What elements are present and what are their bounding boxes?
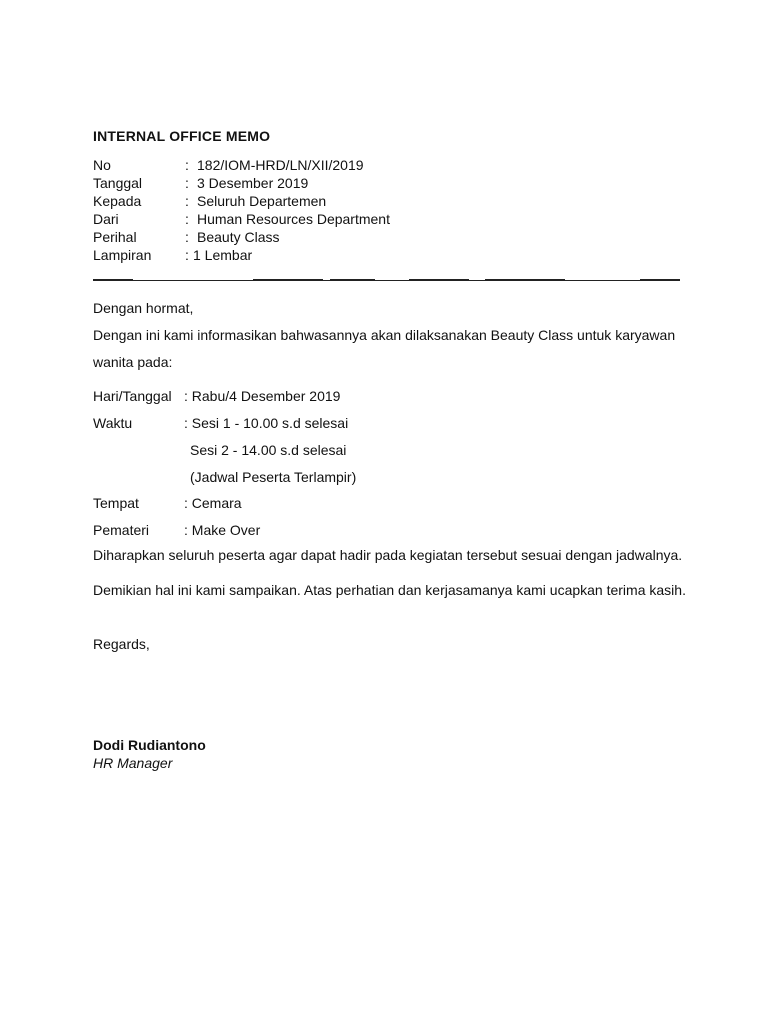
header-label: Perihal xyxy=(93,229,137,245)
header-value: 182/IOM-HRD/LN/XII/2019 xyxy=(197,157,364,173)
header-separator: : xyxy=(185,211,189,227)
signer-title: HR Manager xyxy=(93,755,173,771)
header-value: Beauty Class xyxy=(197,229,280,245)
detail-value: : Rabu/4 Desember 2019 xyxy=(184,388,341,404)
divider-segment xyxy=(409,279,469,281)
memo-title: INTERNAL OFFICE MEMO xyxy=(93,128,271,144)
divider-segment xyxy=(253,279,323,281)
header-separator: : xyxy=(185,193,189,209)
header-label: Kepada xyxy=(93,193,142,209)
detail-row-waktu-sesi2 xyxy=(93,441,693,459)
detail-row-tempat xyxy=(93,494,693,512)
detail-row-waktu xyxy=(93,414,693,432)
divider-segment xyxy=(93,279,133,281)
detail-value: : Sesi 1 - 10.00 s.d selesai xyxy=(184,415,349,431)
header-value: 1 Lembar xyxy=(193,247,253,263)
closing-paragraph-1: Diharapkan seluruh peserta agar dapat hadir pada kegiatan tersebut sesuai dengan jadwalnya. xyxy=(93,547,683,563)
detail-label: Tempat xyxy=(93,495,139,511)
divider-segment xyxy=(330,279,375,281)
detail-value: : Make Over xyxy=(184,522,261,538)
closing-paragraph-2: Demikian hal ini kami sampaikan. Atas perhatian dan kerjasamanya kami ucapkan terima kasih. xyxy=(93,582,686,598)
detail-row-pemateri xyxy=(93,521,693,539)
detail-row-waktu-note xyxy=(93,468,693,486)
detail-value: Sesi 2 - 14.00 s.d selesai xyxy=(190,442,347,458)
detail-row-hari xyxy=(93,387,693,405)
detail-label: Pemateri xyxy=(93,522,150,538)
detail-value: : Cemara xyxy=(184,495,242,511)
header-label: Tanggal xyxy=(93,175,143,191)
detail-label: Waktu xyxy=(93,415,133,431)
intro-paragraph-line2: wanita pada: xyxy=(93,354,173,370)
header-value: Seluruh Departemen xyxy=(197,193,327,209)
divider-segment xyxy=(640,279,680,281)
header-label: No xyxy=(93,157,111,173)
header-separator: : xyxy=(185,157,189,173)
salutation: Dengan hormat, xyxy=(93,300,194,316)
header-label: Dari xyxy=(93,211,119,227)
intro-paragraph-line1: Dengan ini kami informasikan bahwasannya akan dilaksanakan Beauty Class untuk karyawan xyxy=(93,327,676,343)
signer-name: Dodi Rudiantono xyxy=(93,737,206,753)
detail-label: Hari/Tanggal xyxy=(93,388,172,404)
regards-text: Regards, xyxy=(93,636,150,652)
header-value: 3 Desember 2019 xyxy=(197,175,309,191)
detail-value: (Jadwal Peserta Terlampir) xyxy=(190,469,357,485)
header-label: Lampiran xyxy=(93,247,152,263)
header-separator: : xyxy=(185,229,189,245)
divider-segment xyxy=(485,279,565,281)
header-separator: : xyxy=(185,247,189,263)
header-divider xyxy=(93,280,680,281)
header-separator: : xyxy=(185,175,189,191)
header-value: Human Resources Department xyxy=(197,211,390,227)
